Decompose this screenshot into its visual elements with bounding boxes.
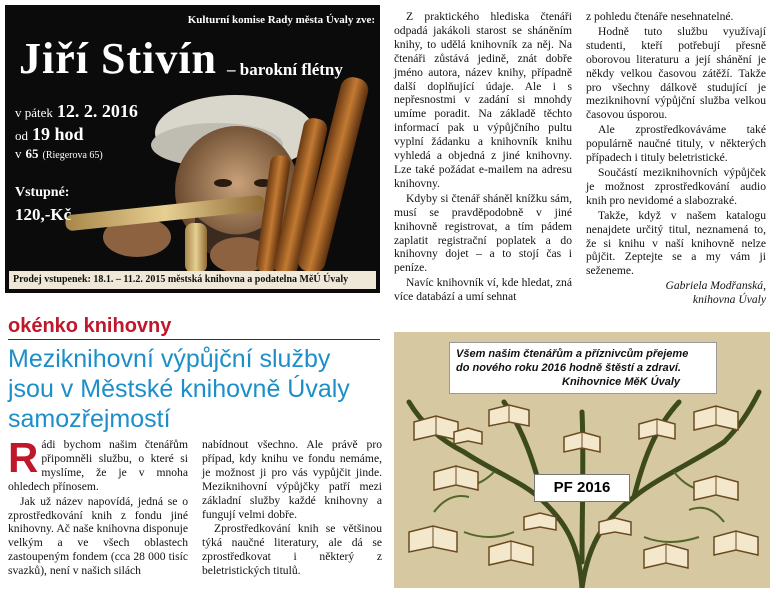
poster-presale-info: Prodej vstupenek: 18.1. – 11.2. 2015 městská knihovna a podatelna MěÚ Úvaly bbox=[9, 271, 376, 289]
poster-subtitle: – barokní flétny bbox=[227, 60, 343, 79]
paragraph: Zprostředkování knih se většinou týká naučné literatury, ale dá se zprostředkovat i některý z beletristických titulů. bbox=[202, 522, 382, 578]
poster-time-prefix: od bbox=[15, 128, 28, 143]
paragraph-text: ádi bychom našim čtenářům připomněli službu, o které si myslíme, že je v mnoha ohledech přínosem. bbox=[8, 438, 188, 493]
poster-time bbox=[15, 124, 84, 145]
poster-date bbox=[15, 101, 138, 122]
greeting-signature: Knihovnice MěK Úvaly bbox=[562, 376, 680, 388]
greeting-box bbox=[449, 342, 717, 394]
section-divider bbox=[8, 339, 380, 340]
paragraph: Kdyby si čtenář sháněl knížku sám, musí se pravděpodobně v jiné knihovně registrovat, a tím pádem zaplatit registrační poplatek a do knihovny dojet – a to stojí čas i peníze. bbox=[394, 191, 572, 275]
paragraph: nabídnout všechno. Ale právě pro případ, kdy knihu ve fondu nemáme, je možnost ji pro vás vypůjčit jinde. Meziknihovní výpůjčky patří mezi základní služby každé knihovny a fungují velmi dobře. bbox=[202, 438, 382, 521]
paragraph: Z praktického hlediska čtenáři odpadá jakákoli starost se sháněním knihy, to udělá knihovník za něj. Na čtenáři zůstává jedině, znát dobře jméno autora, název knihy, případně další doplňující údaje. Ale i s nepřesnostmi v zadání si mnohdy umíme poradit. Na základě těchto informací pak u výpůjčního pultu vyplní žádanku a knihovník knihu vyhledá a objedná z jiné knihovny. Lze také požádat e-mailem na adresu knihovny. bbox=[394, 10, 572, 190]
dropcap-letter: R bbox=[8, 434, 39, 481]
greeting-line-2: do nového roku 2016 hodně štěstí a zdraví. bbox=[456, 362, 681, 374]
column-top-middle bbox=[394, 10, 572, 304]
poster-date-prefix: v pátek bbox=[15, 105, 53, 120]
poster-ticket-price: 120,-Kč bbox=[15, 205, 72, 224]
signature-role: knihovna Úvaly bbox=[692, 293, 766, 307]
paragraph: Hodně tuto službu využívají studenti, kteří potřebují přesně oborovou literaturu a její shánění je někdy velkou časovou zátěží. Takže pro všechny dálkově studující je meziknihovní výpůjční služba velkou časovou úsporou. bbox=[586, 24, 766, 122]
section-label: okénko knihovny bbox=[8, 315, 172, 337]
article-column-left bbox=[8, 434, 188, 578]
poster-time-value: 19 hod bbox=[32, 124, 84, 144]
signature-name: Gabriela Modřanská, bbox=[665, 279, 766, 293]
greeting-line-1: Všem našim čtenářům a příznivcům přejeme bbox=[456, 348, 689, 360]
poster-performer-name: Jiří Stivín bbox=[19, 34, 218, 83]
paragraph-with-dropcap bbox=[8, 434, 188, 494]
paragraph: Ale zprostředkováváme také populárně naučné tituly, v některých případech i tituly beletristické. bbox=[586, 123, 766, 165]
article-title: Meziknihovní výpůjční služby jsou v Městské knihovně Úvaly samozřejmostí bbox=[8, 345, 350, 433]
concert-poster bbox=[5, 5, 380, 293]
paragraph: Jak už název napovídá, jedná se o zprostředkování knih z fondu jiné knihovny. Ač naše knihovna disponuje velkým a ve všech oblastech zastoupeným fondem (cca 28 000 tisíc svazků), není v našich silách bbox=[8, 494, 188, 578]
poster-date-value: 12. 2. 2016 bbox=[56, 101, 138, 121]
poster-organizer: Kulturní komise Rady města Úvaly zve: bbox=[187, 14, 375, 26]
paragraph: Součástí meziknihovních výpůjček je možnost zprostředkování audio knih pro nevidomé a slabozraké. bbox=[586, 165, 766, 207]
poster-venue-value: 65 bbox=[25, 146, 39, 161]
paragraph: Navíc knihovník ví, kde hledat, zná více databází a umí sehnat bbox=[394, 276, 572, 304]
poster-ticket-label: Vstupné: bbox=[15, 185, 70, 200]
poster-venue-prefix: v bbox=[15, 146, 22, 161]
article-column-middle bbox=[202, 438, 382, 578]
paragraph: z pohledu čtenáře nesehnatelné. bbox=[586, 10, 734, 23]
poster-venue-address: (Riegerova 65) bbox=[42, 150, 103, 161]
paragraph: Takže, když v našem katalogu nenajdete určitý titul, neznamená to, že si knihu v naší knihovně nelze půjčit. Zeptejte se a my vám ji seženeme. bbox=[586, 208, 766, 278]
column-top-right bbox=[586, 10, 766, 307]
new-year-greeting-card bbox=[394, 332, 770, 588]
pf-2016-label: PF 2016 bbox=[534, 474, 630, 502]
poster-venue bbox=[15, 145, 103, 163]
